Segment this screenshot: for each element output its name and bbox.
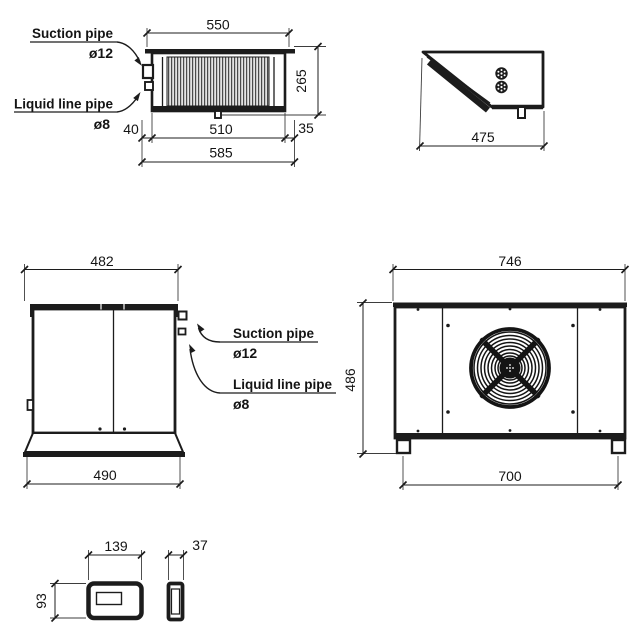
dim-700-text: 700 [498, 468, 522, 484]
suction-pipe-diameter: ø12 [233, 345, 258, 361]
suction-pipe-callout-front [197, 324, 318, 362]
dim-585 [139, 145, 299, 166]
suction-pipe-label: Suction pipe [32, 26, 113, 41]
dim-746-text: 746 [498, 253, 522, 269]
dim-486-text: 486 [342, 368, 358, 392]
front-top-bar [30, 304, 178, 310]
drain-stub [215, 111, 221, 118]
liquid-pipe-stub-front [179, 329, 186, 335]
liquid-pipe-stub [145, 82, 153, 90]
controller-front-view [33, 538, 145, 622]
liquid-pipe-diameter: ø8 [233, 396, 250, 412]
dim-585-text: 585 [209, 144, 233, 161]
door-screw [123, 427, 126, 430]
dim-490-text: 490 [93, 467, 117, 483]
dim-139 [85, 538, 145, 580]
controller-side-slot [172, 589, 180, 614]
dim-37-text: 37 [192, 537, 208, 553]
dim-510-text: 510 [209, 121, 233, 137]
dim-40-text: 40 [123, 121, 139, 137]
dim-93 [33, 580, 86, 622]
arrowhead-icon [197, 324, 205, 333]
dim-265-text: 265 [293, 69, 309, 93]
dim-482-text: 482 [90, 253, 114, 269]
liquid-pipe-label: Liquid line pipe [14, 96, 113, 112]
dim-490 [24, 457, 184, 489]
evaporator-top-view [14, 17, 326, 168]
front-left-lip [30, 304, 34, 317]
condenser-back-view [342, 253, 629, 490]
dim-486 [342, 300, 396, 458]
suction-pipe-stub [143, 65, 153, 78]
drain-stub-side [518, 107, 525, 118]
coil-fins-hatch [167, 57, 269, 106]
arrowhead-icon [133, 92, 140, 101]
controller-side-view [165, 537, 208, 620]
suction-pipe-stub-front [179, 312, 187, 320]
evaporator-top-flange [145, 49, 295, 54]
dim-700 [400, 456, 622, 490]
evaporator-side-outline [423, 52, 543, 107]
liquid-pipe-label: Liquid line pipe [233, 377, 332, 392]
evaporator-front-view [21, 253, 336, 489]
fan-grille [471, 329, 549, 407]
dim-93-text: 93 [33, 593, 49, 609]
evaporator-side-view [417, 52, 548, 151]
suction-pipe-label: Suction pipe [233, 326, 314, 341]
foot-right [612, 440, 625, 453]
liquid-pipe-diameter: ø8 [93, 116, 110, 132]
liquid-pipe-callout-front [189, 344, 336, 412]
dim-746 [390, 253, 629, 301]
door-screw [98, 427, 101, 430]
arrowhead-icon [134, 57, 142, 66]
suction-pipe-callout-top [30, 26, 142, 66]
condenser-top-bar [393, 303, 627, 308]
dim-550 [144, 17, 293, 48]
front-skirt [25, 433, 183, 452]
dim-139-text: 139 [104, 538, 128, 554]
liquid-pipe-callout-top [14, 92, 141, 132]
dim-35-text: 35 [298, 120, 314, 136]
dim-550-text: 550 [206, 16, 230, 33]
controller-display [97, 593, 122, 605]
dim-482 [21, 253, 182, 301]
evaporator-front-body [33, 309, 175, 433]
front-right-lip [175, 304, 179, 317]
leader-line [190, 349, 220, 393]
foot-left [397, 440, 410, 453]
dim-37 [165, 537, 208, 580]
dim-475-text: 475 [471, 129, 495, 145]
hinge-tab [28, 400, 34, 410]
suction-pipe-diameter: ø12 [88, 45, 113, 61]
